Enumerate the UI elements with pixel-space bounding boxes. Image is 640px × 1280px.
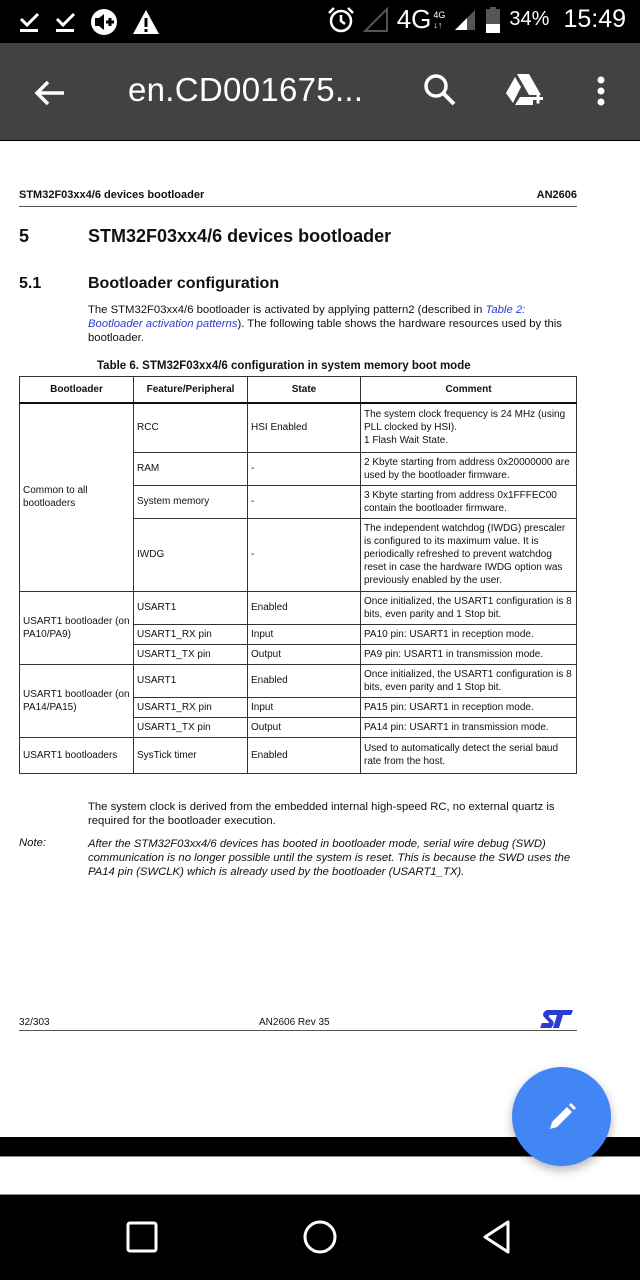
bootloader-cell: USART1 bootloader (on PA10/PA9): [20, 591, 134, 664]
download-done-icon: [18, 10, 40, 34]
table-2-link[interactable]: Table 2: Bootloader activation patterns: [88, 304, 526, 330]
feature-cell: RCC: [134, 403, 248, 452]
comment-cell: PA15 pin: USART1 in reception mode.: [361, 697, 577, 717]
feature-cell: USART1_TX pin: [134, 644, 248, 664]
bootloader-cell: USART1 bootloader (on PA14/PA15): [20, 664, 134, 737]
feature-cell: USART1_RX pin: [134, 697, 248, 717]
intro-text-2: ). The following table shows the hardware resources used by this bootloader.: [88, 318, 562, 344]
running-header-left: STM32F03xx4/6 devices bootloader: [19, 189, 205, 201]
updown-arrows-icon: ↓↑: [433, 19, 443, 30]
note-label: Note:: [19, 837, 47, 849]
comment-cell: PA9 pin: USART1 in transmission mode.: [361, 644, 577, 664]
section-title: STM32F03xx4/6 devices bootloader: [88, 226, 392, 246]
network-activity-icon: [433, 10, 445, 30]
comment-cell: The independent watchdog (IWDG) prescaler is configured to its maximum value. It is periodically refreshed to prevent watchdog reset in case the hardware IWDG option was previously enabled by the user.: [361, 518, 577, 591]
comment-line: 1 Flash Wait State.: [364, 435, 449, 447]
after-table-paragraph: The system clock is derived from the embedded internal high-speed RC, no external quartz is required for the bootloader execution.: [88, 801, 555, 827]
comment-cell: PA10 pin: USART1 in reception mode.: [361, 624, 577, 644]
battery-icon: [485, 6, 501, 34]
table-row: [20, 591, 577, 624]
feature-cell: USART1_TX pin: [134, 717, 248, 737]
header-bootloader: Bootloader: [20, 377, 134, 404]
intro-paragraph: [88, 303, 578, 345]
header-divider: [19, 206, 577, 207]
network-small-label: 4G: [433, 9, 446, 20]
state-cell: HSI Enabled: [248, 403, 361, 452]
comment-cell: Once initialized, the USART1 configuration is 8 bits, even parity and 1 Stop bit.: [361, 664, 577, 697]
bootloader-cell: Common to all bootloaders: [20, 403, 134, 591]
system-nav-bar: [0, 1195, 640, 1280]
app-toolbar: [0, 43, 640, 141]
subsection-title: Bootloader configuration: [88, 275, 280, 292]
table-row: [20, 403, 577, 452]
footer-divider: [19, 1030, 577, 1031]
home-circle-icon: [300, 1217, 340, 1257]
comment-cell: 2 Kbyte starting from address 0x20000000 are used by the bootloader firmware.: [361, 452, 577, 485]
feature-cell: USART1_RX pin: [134, 624, 248, 644]
doc-revision: AN2606 Rev 35: [259, 1017, 330, 1028]
more-vert-icon: [586, 71, 616, 111]
search-icon: [420, 71, 460, 111]
document-title: en.CD001675...: [128, 71, 364, 108]
bootloader-cell: USART1 bootloaders: [20, 737, 134, 773]
table-header-row: [20, 377, 577, 404]
signal-strength-icon: [453, 8, 477, 32]
state-cell: Input: [248, 697, 361, 717]
state-cell: Input: [248, 624, 361, 644]
state-cell: Output: [248, 644, 361, 664]
comment-cell: [361, 403, 577, 452]
header-comment: Comment: [361, 377, 577, 404]
comment-cell: Used to automatically detect the serial baud rate from the host.: [361, 737, 577, 773]
header-feature: Feature/Peripheral: [134, 377, 248, 404]
add-to-drive-button[interactable]: [503, 71, 547, 111]
arrow-back-icon: [30, 73, 70, 113]
page-number: 32/303: [19, 1017, 50, 1028]
state-cell: Enabled: [248, 664, 361, 697]
st-logo: [539, 1009, 575, 1029]
header-state: State: [248, 377, 361, 404]
battery-percent: 34%: [509, 8, 550, 30]
feature-cell: SysTick timer: [134, 737, 248, 773]
feature-cell: USART1: [134, 591, 248, 624]
intro-text-1: The STM32F03xx4/6 bootloader is activated by applying pattern2 (described in: [88, 304, 486, 316]
running-header-right: AN2606: [536, 189, 577, 201]
state-cell: -: [248, 518, 361, 591]
subsection-number: 5.1: [19, 275, 42, 292]
status-bar: [0, 0, 640, 43]
comment-line: The system clock frequency is 24 MHz (using PLL clocked by HSI).: [364, 409, 566, 434]
warning-icon: [132, 9, 160, 35]
table-row: [20, 737, 577, 773]
feature-cell: USART1: [134, 664, 248, 697]
config-table: [19, 376, 577, 774]
comment-cell: Once initialized, the USART1 configuration is 8 bits, even parity and 1 Stop bit.: [361, 591, 577, 624]
table-row: [20, 664, 577, 697]
back-nav-button[interactable]: [478, 1217, 518, 1257]
feature-cell: IWDG: [134, 518, 248, 591]
alarm-icon: [327, 6, 355, 34]
state-cell: Enabled: [248, 591, 361, 624]
edit-pencil-icon: [544, 1099, 580, 1135]
recents-button[interactable]: [122, 1217, 162, 1257]
state-cell: Enabled: [248, 737, 361, 773]
download-done-icon: [54, 10, 76, 34]
state-cell: -: [248, 485, 361, 518]
home-button[interactable]: [300, 1217, 340, 1257]
edit-fab-button[interactable]: [512, 1067, 611, 1166]
back-triangle-icon: [478, 1217, 518, 1257]
clock: 15:49: [563, 5, 626, 33]
section-number: 5: [19, 226, 30, 246]
state-cell: Output: [248, 717, 361, 737]
volume-plus-icon: [90, 8, 118, 36]
feature-cell: RAM: [134, 452, 248, 485]
comment-cell: PA14 pin: USART1 in transmission mode.: [361, 717, 577, 737]
recents-square-icon: [122, 1217, 162, 1257]
more-options-button[interactable]: [586, 71, 616, 111]
feature-cell: System memory: [134, 485, 248, 518]
comment-cell: 3 Kbyte starting from address 0x1FFFEC00 contain the bootloader firmware.: [361, 485, 577, 518]
state-cell: -: [248, 452, 361, 485]
network-type-label: 4G: [396, 4, 432, 34]
back-button[interactable]: [30, 73, 70, 113]
note-text: After the STM32F03xx4/6 devices has booted in bootloader mode, serial wire debug (SWD) communication is no longer possible until the system is reset. This is because the SWD uses the PA14 pin (SWCLK) which is already used by the bootloader (USART1_TX).: [88, 838, 571, 878]
signal-empty-icon: [363, 7, 389, 33]
search-button[interactable]: [420, 71, 460, 111]
pdf-page[interactable]: [0, 141, 640, 1137]
add-to-drive-icon: [503, 71, 547, 111]
table-caption: Table 6. STM32F03xx4/6 configuration in system memory boot mode: [97, 360, 471, 372]
